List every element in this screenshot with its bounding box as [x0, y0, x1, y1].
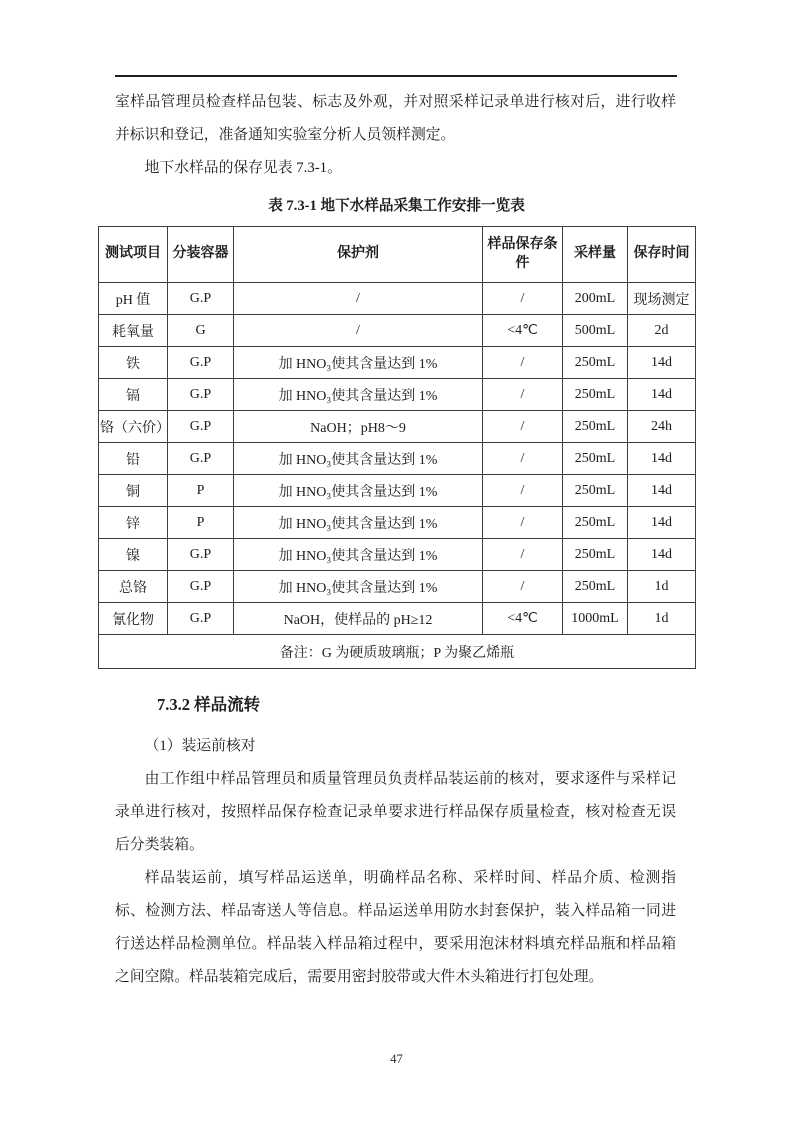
table-cell: 镍	[99, 539, 168, 571]
table-cell: <4℃	[483, 603, 563, 635]
table-cell: G.P	[168, 347, 234, 379]
table-cell: G.P	[168, 283, 234, 315]
body-paragraph: 由工作组中样品管理员和质量管理员负责样品装运前的核对，要求逐件与采样记录单进行核对，按照样品保存检查记录单要求进行样品保存质量检查，核对检查无误后分类装箱。	[115, 771, 676, 853]
table-cell: /	[483, 347, 563, 379]
sample-preservation-table	[98, 226, 696, 669]
table-cell: /	[483, 443, 563, 475]
table-caption: 表 7.3-1 地下水样品采集工作安排一览表	[268, 198, 525, 214]
table-cell: 镉	[99, 379, 168, 411]
table-cell: G.P	[168, 603, 234, 635]
table-row	[99, 603, 696, 635]
table-cell: G.P	[168, 571, 234, 603]
table-cell: 现场测定	[628, 283, 696, 315]
table-row	[99, 539, 696, 571]
table-cell: pH 值	[99, 283, 168, 315]
table-cell: G	[168, 315, 234, 347]
table-cell: /	[234, 315, 483, 347]
table-cell: /	[483, 379, 563, 411]
table-cell: 14d	[628, 539, 696, 571]
table-row	[99, 283, 696, 315]
table-cell: /	[483, 571, 563, 603]
list-item: （1）装运前核对	[144, 738, 256, 754]
column-header: 测试项目	[99, 227, 168, 283]
body-paragraph: 室样品管理员检查样品包装、标志及外观，并对照采样记录单进行核对后，进行收样并标识和登记，准备通知实验室分析人员领样测定。	[115, 94, 676, 143]
table-cell: NaOH；pH8～9	[234, 411, 483, 443]
column-header: 样品保存条件	[483, 227, 563, 283]
table-cell: 耗氧量	[99, 315, 168, 347]
table-cell: /	[234, 283, 483, 315]
table-note: 备注：G 为硬质玻璃瓶；P 为聚乙烯瓶	[99, 635, 696, 669]
table-cell: 1000mL	[563, 603, 628, 635]
table-row	[99, 475, 696, 507]
body-paragraph: 样品装运前，填写样品运送单，明确样品名称、采样时间、样品介质、检测指标、检测方法、样品寄送人等信息。样品运送单用防水封套保护，装入样品箱一同进行送达样品检测单位。样品装入样品箱过程中，要采用泡沫材料填充样品瓶和样品箱之间空隙。样品装箱完成后，需要用密封胶带或大件木头箱进行打包处理。	[115, 870, 676, 985]
section-heading: 7.3.2 样品流转	[157, 695, 261, 714]
table-cell: 14d	[628, 507, 696, 539]
table-cell: 铅	[99, 443, 168, 475]
table-cell: 250mL	[563, 347, 628, 379]
table-cell: 250mL	[563, 443, 628, 475]
table-cell: /	[483, 539, 563, 571]
table-cell: 氰化物	[99, 603, 168, 635]
table-row	[99, 315, 696, 347]
table-cell: P	[168, 475, 234, 507]
table-cell: 加 HNO₃使其含量达到 1%	[234, 571, 483, 603]
table-cell: 1d	[628, 571, 696, 603]
table-cell: 200mL	[563, 283, 628, 315]
table-cell: G.P	[168, 443, 234, 475]
table-cell: 14d	[628, 379, 696, 411]
column-header: 分装容器	[168, 227, 234, 283]
body-paragraph: 地下水样品的保存见表 7.3-1。	[144, 160, 342, 176]
table-cell: 铁	[99, 347, 168, 379]
table-cell: 24h	[628, 411, 696, 443]
table-cell: 14d	[628, 347, 696, 379]
page-number: 47	[390, 1052, 403, 1066]
table-cell: 铜	[99, 475, 168, 507]
table-cell: P	[168, 507, 234, 539]
table-cell: G.P	[168, 379, 234, 411]
table-cell: 加 HNO₃使其含量达到 1%	[234, 475, 483, 507]
table-cell: 1d	[628, 603, 696, 635]
table-cell: 250mL	[563, 411, 628, 443]
table-cell: <4℃	[483, 315, 563, 347]
table-row	[99, 347, 696, 379]
table-cell: 加 HNO₃使其含量达到 1%	[234, 443, 483, 475]
table-row	[99, 571, 696, 603]
table-cell: G.P	[168, 411, 234, 443]
table-note-row	[99, 635, 696, 669]
table-row	[99, 411, 696, 443]
table-cell: /	[483, 475, 563, 507]
table-cell: 500mL	[563, 315, 628, 347]
column-header: 采样量	[563, 227, 628, 283]
table-row	[99, 379, 696, 411]
table-row	[99, 507, 696, 539]
table-cell: 2d	[628, 315, 696, 347]
table-cell: 14d	[628, 475, 696, 507]
table-cell: 14d	[628, 443, 696, 475]
table-cell: /	[483, 283, 563, 315]
table-cell: 250mL	[563, 379, 628, 411]
table-cell: 加 HNO₃使其含量达到 1%	[234, 347, 483, 379]
table-cell: G.P	[168, 539, 234, 571]
table-cell: 总铬	[99, 571, 168, 603]
table-cell: 250mL	[563, 539, 628, 571]
column-header: 保存时间	[628, 227, 696, 283]
table-row	[99, 443, 696, 475]
table-cell: /	[483, 411, 563, 443]
table-cell: 铬（六价）	[99, 411, 168, 443]
table-cell: NaOH，使样品的 pH≥12	[234, 603, 483, 635]
table-cell: /	[483, 507, 563, 539]
header-rule	[115, 75, 677, 77]
table-cell: 锌	[99, 507, 168, 539]
table-header-row	[99, 227, 696, 283]
table-cell: 250mL	[563, 475, 628, 507]
table-body	[99, 283, 696, 635]
table-cell: 加 HNO₃使其含量达到 1%	[234, 539, 483, 571]
table-cell: 250mL	[563, 571, 628, 603]
table-cell: 加 HNO₃使其含量达到 1%	[234, 379, 483, 411]
table-cell: 250mL	[563, 507, 628, 539]
table-cell: 加 HNO₃使其含量达到 1%	[234, 507, 483, 539]
column-header: 保护剂	[234, 227, 483, 283]
